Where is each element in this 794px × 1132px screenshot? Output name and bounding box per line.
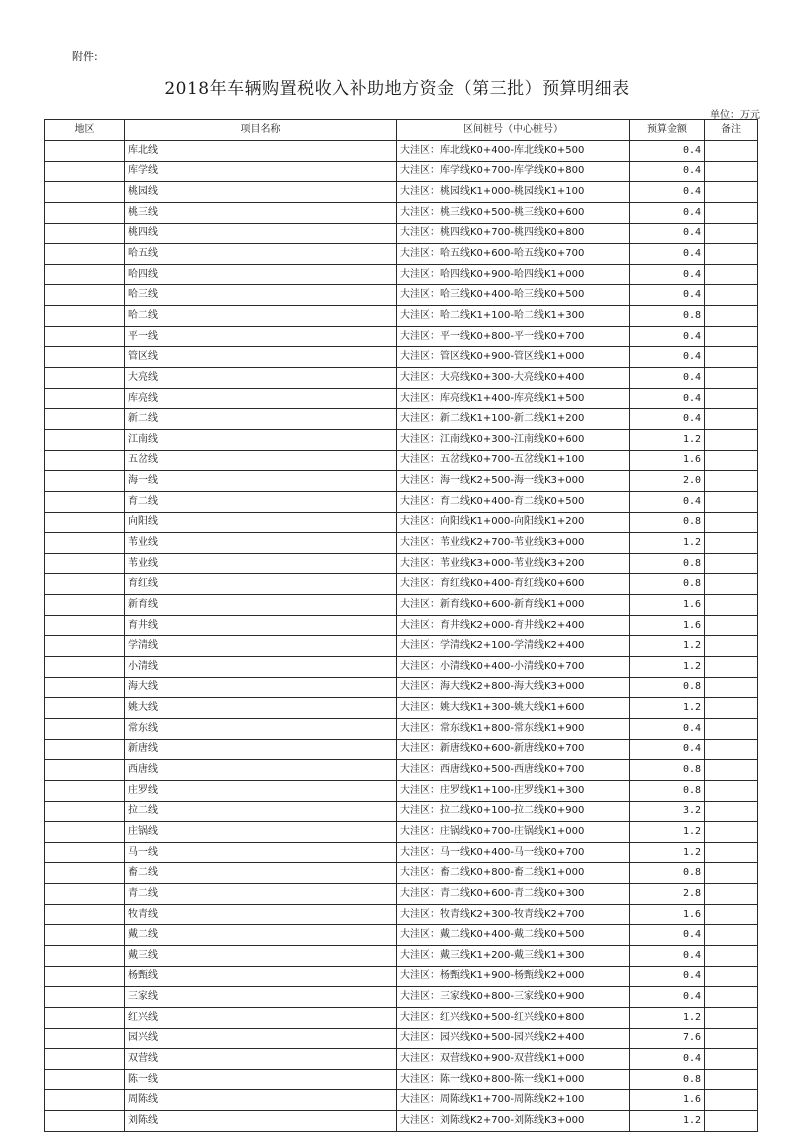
- project-name-cell: 江南线: [125, 429, 397, 450]
- project-name-cell: 学清线: [125, 636, 397, 657]
- region-cell: [45, 595, 125, 616]
- table-row: [45, 1090, 758, 1111]
- project-name-cell: 常东线: [125, 718, 397, 739]
- note-cell: [705, 863, 758, 884]
- note-cell: [705, 491, 758, 512]
- table-row: [45, 512, 758, 533]
- amount-cell: 0.4: [630, 368, 705, 389]
- project-name-cell: 姚大线: [125, 698, 397, 719]
- table-row: [45, 388, 758, 409]
- unit-label: 单位：万元: [710, 110, 760, 121]
- section-cell: 大洼区：大亮线K0+300-大亮线K0+400: [397, 368, 630, 389]
- table-row: [45, 450, 758, 471]
- section-cell: 大洼区：桃三线K0+500-桃三线K0+600: [397, 202, 630, 223]
- amount-cell: 0.8: [630, 1069, 705, 1090]
- region-cell: [45, 987, 125, 1008]
- project-name-cell: 庄罗线: [125, 780, 397, 801]
- region-cell: [45, 1111, 125, 1132]
- region-cell: [45, 1007, 125, 1028]
- amount-cell: 2.8: [630, 884, 705, 905]
- column-header-section: 区间桩号（中心桩号）: [397, 120, 630, 141]
- table-row: [45, 491, 758, 512]
- project-name-cell: 新唐线: [125, 739, 397, 760]
- note-cell: [705, 987, 758, 1008]
- note-cell: [705, 780, 758, 801]
- region-cell: [45, 429, 125, 450]
- amount-cell: 1.2: [630, 1111, 705, 1132]
- note-cell: [705, 182, 758, 203]
- amount-cell: 2.0: [630, 471, 705, 492]
- note-cell: [705, 161, 758, 182]
- amount-cell: 1.2: [630, 429, 705, 450]
- section-cell: 大洼区：海大线K2+800-海大线K3+000: [397, 677, 630, 698]
- column-header-note: 备注: [705, 120, 758, 141]
- project-name-cell: 戴二线: [125, 925, 397, 946]
- column-header-amount: 预算金额: [630, 120, 705, 141]
- region-cell: [45, 202, 125, 223]
- region-cell: [45, 966, 125, 987]
- note-cell: [705, 636, 758, 657]
- region-cell: [45, 326, 125, 347]
- region-cell: [45, 884, 125, 905]
- project-name-cell: 库学线: [125, 161, 397, 182]
- amount-cell: 3.2: [630, 801, 705, 822]
- project-name-cell: 海一线: [125, 471, 397, 492]
- table-row: [45, 863, 758, 884]
- section-cell: 大洼区：育红线K0+400-育红线K0+600: [397, 574, 630, 595]
- amount-cell: 0.8: [630, 760, 705, 781]
- region-cell: [45, 161, 125, 182]
- table-row: [45, 264, 758, 285]
- amount-cell: 1.6: [630, 450, 705, 471]
- project-name-cell: 哈五线: [125, 244, 397, 265]
- section-cell: 大洼区：园兴线K0+500-园兴线K2+400: [397, 1028, 630, 1049]
- table-row: [45, 636, 758, 657]
- amount-cell: 1.6: [630, 904, 705, 925]
- amount-cell: 0.4: [630, 182, 705, 203]
- section-cell: 大洼区：牧青线K2+300-牧青线K2+700: [397, 904, 630, 925]
- table-row: [45, 202, 758, 223]
- amount-cell: 1.2: [630, 822, 705, 843]
- note-cell: [705, 409, 758, 430]
- region-cell: [45, 904, 125, 925]
- project-name-cell: 库亮线: [125, 388, 397, 409]
- project-name-cell: 五岔线: [125, 450, 397, 471]
- table-row: [45, 368, 758, 389]
- note-cell: [705, 1111, 758, 1132]
- project-name-cell: 周陈线: [125, 1090, 397, 1111]
- note-cell: [705, 595, 758, 616]
- region-cell: [45, 574, 125, 595]
- region-cell: [45, 182, 125, 203]
- project-name-cell: 杨甄线: [125, 966, 397, 987]
- note-cell: [705, 1007, 758, 1028]
- region-cell: [45, 657, 125, 678]
- project-name-cell: 苇业线: [125, 553, 397, 574]
- table-row: [45, 718, 758, 739]
- section-cell: 大洼区：江南线K0+300-江南线K0+600: [397, 429, 630, 450]
- table-row: [45, 1049, 758, 1070]
- amount-cell: 0.4: [630, 202, 705, 223]
- section-cell: 大洼区：杨甄线K1+900-杨甄线K2+000: [397, 966, 630, 987]
- project-name-cell: 陈一线: [125, 1069, 397, 1090]
- project-name-cell: 哈二线: [125, 306, 397, 327]
- region-cell: [45, 739, 125, 760]
- section-cell: 大洼区：平一线K0+800-平一线K0+700: [397, 326, 630, 347]
- section-cell: 大洼区：管区线K0+900-管区线K1+000: [397, 347, 630, 368]
- note-cell: [705, 966, 758, 987]
- section-cell: 大洼区：拉二线K0+100-拉二线K0+900: [397, 801, 630, 822]
- table-row: [45, 471, 758, 492]
- note-cell: [705, 925, 758, 946]
- region-cell: [45, 842, 125, 863]
- table-row: [45, 574, 758, 595]
- section-cell: 大洼区：戴二线K0+400-戴二线K0+500: [397, 925, 630, 946]
- region-cell: [45, 1028, 125, 1049]
- amount-cell: 1.6: [630, 595, 705, 616]
- note-cell: [705, 1090, 758, 1111]
- amount-cell: 0.4: [630, 945, 705, 966]
- region-cell: [45, 863, 125, 884]
- table-row: [45, 987, 758, 1008]
- amount-cell: 1.2: [630, 657, 705, 678]
- column-header-region: 地区: [45, 120, 125, 141]
- section-cell: 大洼区：三家线K0+800-三家线K0+900: [397, 987, 630, 1008]
- page-title: 2018年车辆购置税收入补助地方资金（第三批）预算明细表: [164, 79, 630, 99]
- section-cell: 大洼区：库学线K0+700-库学线K0+800: [397, 161, 630, 182]
- project-name-cell: 新育线: [125, 595, 397, 616]
- region-cell: [45, 553, 125, 574]
- table-row: [45, 698, 758, 719]
- section-cell: 大洼区：向阳线K1+000-向阳线K1+200: [397, 512, 630, 533]
- note-cell: [705, 1049, 758, 1070]
- note-cell: [705, 306, 758, 327]
- amount-cell: 0.4: [630, 1049, 705, 1070]
- amount-cell: 0.4: [630, 326, 705, 347]
- project-name-cell: 哈三线: [125, 285, 397, 306]
- amount-cell: 0.4: [630, 966, 705, 987]
- amount-cell: 0.4: [630, 739, 705, 760]
- table-row: [45, 141, 758, 162]
- note-cell: [705, 698, 758, 719]
- table-row: [45, 677, 758, 698]
- amount-cell: 0.4: [630, 925, 705, 946]
- amount-cell: 7.6: [630, 1028, 705, 1049]
- region-cell: [45, 760, 125, 781]
- region-cell: [45, 822, 125, 843]
- region-cell: [45, 718, 125, 739]
- section-cell: 大洼区：周陈线K1+700-周陈线K2+100: [397, 1090, 630, 1111]
- amount-cell: 0.8: [630, 780, 705, 801]
- section-cell: 大洼区：新二线K1+100-新二线K1+200: [397, 409, 630, 430]
- section-cell: 大洼区：哈三线K0+400-哈三线K0+500: [397, 285, 630, 306]
- section-cell: 大洼区：刘陈线K2+700-刘陈线K3+000: [397, 1111, 630, 1132]
- note-cell: [705, 368, 758, 389]
- section-cell: 大洼区：庄罗线K1+100-庄罗线K1+300: [397, 780, 630, 801]
- section-cell: 大洼区：青二线K0+600-青二线K0+300: [397, 884, 630, 905]
- amount-cell: 0.4: [630, 987, 705, 1008]
- table-row: [45, 409, 758, 430]
- region-cell: [45, 388, 125, 409]
- section-cell: 大洼区：桃园线K1+000-桃园线K1+100: [397, 182, 630, 203]
- note-cell: [705, 884, 758, 905]
- project-name-cell: 红兴线: [125, 1007, 397, 1028]
- section-cell: 大洼区：畜二线K0+800-畜二线K1+000: [397, 863, 630, 884]
- project-name-cell: 桃三线: [125, 202, 397, 223]
- table-body: [45, 141, 758, 1132]
- note-cell: [705, 202, 758, 223]
- section-cell: 大洼区：戴三线K1+200-戴三线K1+300: [397, 945, 630, 966]
- section-cell: 大洼区：陈一线K0+800-陈一线K1+000: [397, 1069, 630, 1090]
- section-cell: 大洼区：马一线K0+400-马一线K0+700: [397, 842, 630, 863]
- project-name-cell: 哈四线: [125, 264, 397, 285]
- note-cell: [705, 904, 758, 925]
- project-name-cell: 三家线: [125, 987, 397, 1008]
- region-cell: [45, 1090, 125, 1111]
- table-row: [45, 966, 758, 987]
- section-cell: 大洼区：哈二线K1+100-哈二线K1+300: [397, 306, 630, 327]
- project-name-cell: 新二线: [125, 409, 397, 430]
- amount-cell: 1.6: [630, 1090, 705, 1111]
- section-cell: 大洼区：育二线K0+400-育二线K0+500: [397, 491, 630, 512]
- region-cell: [45, 677, 125, 698]
- amount-cell: 0.8: [630, 306, 705, 327]
- table-row: [45, 595, 758, 616]
- note-cell: [705, 244, 758, 265]
- region-cell: [45, 285, 125, 306]
- table-row: [45, 1007, 758, 1028]
- table-row: [45, 326, 758, 347]
- table-row: [45, 553, 758, 574]
- project-name-cell: 育红线: [125, 574, 397, 595]
- table-row: [45, 285, 758, 306]
- amount-cell: 0.4: [630, 409, 705, 430]
- amount-cell: 1.6: [630, 615, 705, 636]
- amount-cell: 0.4: [630, 141, 705, 162]
- amount-cell: 0.4: [630, 264, 705, 285]
- amount-cell: 1.2: [630, 698, 705, 719]
- amount-cell: 0.8: [630, 863, 705, 884]
- amount-cell: 0.8: [630, 677, 705, 698]
- section-cell: 大洼区：庄锅线K0+700-庄锅线K1+000: [397, 822, 630, 843]
- region-cell: [45, 471, 125, 492]
- region-cell: [45, 945, 125, 966]
- section-cell: 大洼区：双营线K0+900-双营线K1+000: [397, 1049, 630, 1070]
- table-row: [45, 904, 758, 925]
- project-name-cell: 管区线: [125, 347, 397, 368]
- section-cell: 大洼区：新育线K0+600-新育线K1+000: [397, 595, 630, 616]
- note-cell: [705, 945, 758, 966]
- project-name-cell: 苇业线: [125, 533, 397, 554]
- region-cell: [45, 450, 125, 471]
- region-cell: [45, 368, 125, 389]
- project-name-cell: 小清线: [125, 657, 397, 678]
- project-name-cell: 戴三线: [125, 945, 397, 966]
- region-cell: [45, 698, 125, 719]
- region-cell: [45, 801, 125, 822]
- region-cell: [45, 223, 125, 244]
- table-row: [45, 347, 758, 368]
- project-name-cell: 拉二线: [125, 801, 397, 822]
- note-cell: [705, 285, 758, 306]
- table-header-row: [45, 120, 758, 141]
- note-cell: [705, 223, 758, 244]
- table-row: [45, 223, 758, 244]
- table-row: [45, 945, 758, 966]
- amount-cell: 1.2: [630, 842, 705, 863]
- section-cell: 大洼区：姚大线K1+300-姚大线K1+600: [397, 698, 630, 719]
- note-cell: [705, 264, 758, 285]
- project-name-cell: 海大线: [125, 677, 397, 698]
- amount-cell: 1.2: [630, 533, 705, 554]
- note-cell: [705, 512, 758, 533]
- table-row: [45, 615, 758, 636]
- table-row: [45, 657, 758, 678]
- table-row: [45, 429, 758, 450]
- table-row: [45, 925, 758, 946]
- region-cell: [45, 780, 125, 801]
- project-name-cell: 双营线: [125, 1049, 397, 1070]
- region-cell: [45, 512, 125, 533]
- region-cell: [45, 615, 125, 636]
- note-cell: [705, 553, 758, 574]
- table-row: [45, 1069, 758, 1090]
- table-row: [45, 1028, 758, 1049]
- region-cell: [45, 1049, 125, 1070]
- region-cell: [45, 244, 125, 265]
- amount-cell: 0.4: [630, 223, 705, 244]
- table-row: [45, 801, 758, 822]
- table-row: [45, 1111, 758, 1132]
- note-cell: [705, 677, 758, 698]
- section-cell: 大洼区：育井线K2+000-育井线K2+400: [397, 615, 630, 636]
- table-row: [45, 822, 758, 843]
- region-cell: [45, 264, 125, 285]
- attachment-label: 附件:: [72, 50, 98, 63]
- project-name-cell: 刘陈线: [125, 1111, 397, 1132]
- section-cell: 大洼区：哈四线K0+900-哈四线K1+000: [397, 264, 630, 285]
- section-cell: 大洼区：库亮线K1+400-库亮线K1+500: [397, 388, 630, 409]
- section-cell: 大洼区：五岔线K0+700-五岔线K1+100: [397, 450, 630, 471]
- amount-cell: 0.8: [630, 553, 705, 574]
- note-cell: [705, 801, 758, 822]
- table-row: [45, 842, 758, 863]
- table-row: [45, 533, 758, 554]
- amount-cell: 0.8: [630, 574, 705, 595]
- amount-cell: 0.4: [630, 285, 705, 306]
- table-row: [45, 161, 758, 182]
- section-cell: 大洼区：海一线K2+500-海一线K3+000: [397, 471, 630, 492]
- project-name-cell: 青二线: [125, 884, 397, 905]
- section-cell: 大洼区：库北线K0+400-库北线K0+500: [397, 141, 630, 162]
- note-cell: [705, 718, 758, 739]
- amount-cell: 0.4: [630, 718, 705, 739]
- table-row: [45, 182, 758, 203]
- project-name-cell: 庄锅线: [125, 822, 397, 843]
- region-cell: [45, 141, 125, 162]
- note-cell: [705, 842, 758, 863]
- note-cell: [705, 347, 758, 368]
- project-name-cell: 西唐线: [125, 760, 397, 781]
- region-cell: [45, 409, 125, 430]
- region-cell: [45, 347, 125, 368]
- table-row: [45, 884, 758, 905]
- section-cell: 大洼区：常东线K1+800-常东线K1+900: [397, 718, 630, 739]
- note-cell: [705, 141, 758, 162]
- region-cell: [45, 636, 125, 657]
- region-cell: [45, 491, 125, 512]
- column-header-project-name: 项目名称: [125, 120, 397, 141]
- project-name-cell: 桃园线: [125, 182, 397, 203]
- section-cell: 大洼区：红兴线K0+500-红兴线K0+800: [397, 1007, 630, 1028]
- section-cell: 大洼区：西唐线K0+500-西唐线K0+700: [397, 760, 630, 781]
- project-name-cell: 园兴线: [125, 1028, 397, 1049]
- project-name-cell: 桃四线: [125, 223, 397, 244]
- section-cell: 大洼区：学清线K2+100-学清线K2+400: [397, 636, 630, 657]
- section-cell: 大洼区：桃四线K0+700-桃四线K0+800: [397, 223, 630, 244]
- note-cell: [705, 471, 758, 492]
- table-row: [45, 780, 758, 801]
- region-cell: [45, 925, 125, 946]
- note-cell: [705, 1069, 758, 1090]
- region-cell: [45, 533, 125, 554]
- region-cell: [45, 1069, 125, 1090]
- note-cell: [705, 1028, 758, 1049]
- note-cell: [705, 739, 758, 760]
- project-name-cell: 牧青线: [125, 904, 397, 925]
- amount-cell: 0.4: [630, 347, 705, 368]
- table-row: [45, 760, 758, 781]
- amount-cell: 0.4: [630, 388, 705, 409]
- region-cell: [45, 306, 125, 327]
- note-cell: [705, 760, 758, 781]
- project-name-cell: 库北线: [125, 141, 397, 162]
- note-cell: [705, 822, 758, 843]
- project-name-cell: 畜二线: [125, 863, 397, 884]
- amount-cell: 1.2: [630, 636, 705, 657]
- project-name-cell: 育二线: [125, 491, 397, 512]
- note-cell: [705, 326, 758, 347]
- note-cell: [705, 574, 758, 595]
- amount-cell: 0.4: [630, 244, 705, 265]
- amount-cell: 0.4: [630, 491, 705, 512]
- note-cell: [705, 615, 758, 636]
- project-name-cell: 育井线: [125, 615, 397, 636]
- project-name-cell: 大亮线: [125, 368, 397, 389]
- project-name-cell: 向阳线: [125, 512, 397, 533]
- note-cell: [705, 450, 758, 471]
- note-cell: [705, 388, 758, 409]
- project-name-cell: 平一线: [125, 326, 397, 347]
- section-cell: 大洼区：苇业线K3+000-苇业线K3+200: [397, 553, 630, 574]
- note-cell: [705, 533, 758, 554]
- note-cell: [705, 657, 758, 678]
- table-row: [45, 244, 758, 265]
- section-cell: 大洼区：小清线K0+400-小清线K0+700: [397, 657, 630, 678]
- table-row: [45, 306, 758, 327]
- amount-cell: 1.2: [630, 1007, 705, 1028]
- budget-table: [44, 119, 758, 1132]
- section-cell: 大洼区：哈五线K0+600-哈五线K0+700: [397, 244, 630, 265]
- note-cell: [705, 429, 758, 450]
- section-cell: 大洼区：新唐线K0+600-新唐线K0+700: [397, 739, 630, 760]
- section-cell: 大洼区：苇业线K2+700-苇业线K3+000: [397, 533, 630, 554]
- amount-cell: 0.4: [630, 161, 705, 182]
- project-name-cell: 马一线: [125, 842, 397, 863]
- table-row: [45, 739, 758, 760]
- amount-cell: 0.8: [630, 512, 705, 533]
